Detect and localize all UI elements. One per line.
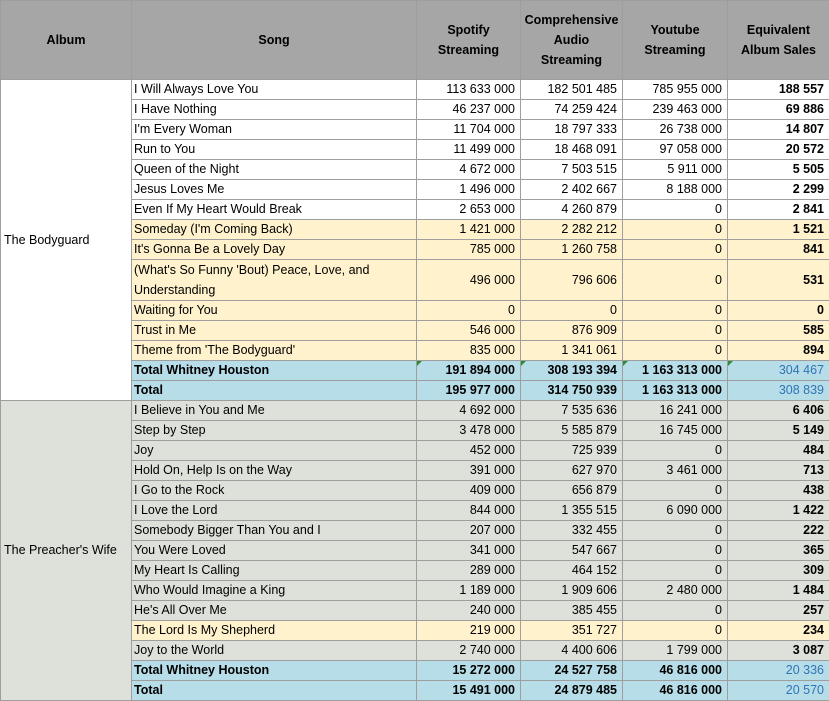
audio-streaming-cell: 18 797 333 bbox=[521, 120, 623, 140]
spotify-cell: 191 894 000 bbox=[417, 361, 521, 381]
youtube-cell: 26 738 000 bbox=[623, 120, 728, 140]
youtube-cell: 3 461 000 bbox=[623, 461, 728, 481]
song-cell: I Believe in You and Me bbox=[132, 401, 417, 421]
album-name-cell: The Preacher's Wife bbox=[1, 401, 132, 701]
spotify-cell: 289 000 bbox=[417, 561, 521, 581]
album-sales-cell: 14 807 bbox=[728, 120, 829, 140]
spotify-cell: 546 000 bbox=[417, 321, 521, 341]
youtube-cell: 16 241 000 bbox=[623, 401, 728, 421]
song-cell: Total Whitney Houston bbox=[132, 661, 417, 681]
spotify-cell: 785 000 bbox=[417, 240, 521, 260]
song-cell: The Lord Is My Shepherd bbox=[132, 621, 417, 641]
audio-streaming-cell: 656 879 bbox=[521, 481, 623, 501]
youtube-cell: 0 bbox=[623, 561, 728, 581]
spotify-cell: 46 237 000 bbox=[417, 100, 521, 120]
album-sales-cell: 69 886 bbox=[728, 100, 829, 120]
youtube-cell: 46 816 000 bbox=[623, 681, 728, 701]
audio-streaming-cell: 1 260 758 bbox=[521, 240, 623, 260]
spotify-cell: 3 478 000 bbox=[417, 421, 521, 441]
album-sales-cell: 841 bbox=[728, 240, 829, 260]
song-cell: I Go to the Rock bbox=[132, 481, 417, 501]
audio-streaming-cell: 4 260 879 bbox=[521, 200, 623, 220]
audio-streaming-cell: 1 355 515 bbox=[521, 501, 623, 521]
spotify-cell: 0 bbox=[417, 301, 521, 321]
header-song: Song bbox=[132, 1, 417, 80]
spotify-cell: 4 672 000 bbox=[417, 160, 521, 180]
album-sales-cell: 234 bbox=[728, 621, 829, 641]
youtube-cell: 0 bbox=[623, 341, 728, 361]
audio-streaming-cell: 1 909 606 bbox=[521, 581, 623, 601]
youtube-cell: 0 bbox=[623, 441, 728, 461]
youtube-cell: 0 bbox=[623, 481, 728, 501]
album-sales-cell: 1 484 bbox=[728, 581, 829, 601]
youtube-cell: 239 463 000 bbox=[623, 100, 728, 120]
song-cell: It's Gonna Be a Lovely Day bbox=[132, 240, 417, 260]
album-sales-cell: 0 bbox=[728, 301, 829, 321]
song-cell: Joy to the World bbox=[132, 641, 417, 661]
song-cell: Theme from 'The Bodyguard' bbox=[132, 341, 417, 361]
song-cell: Run to You bbox=[132, 140, 417, 160]
song-cell: Total bbox=[132, 681, 417, 701]
audio-streaming-cell: 627 970 bbox=[521, 461, 623, 481]
spotify-cell: 391 000 bbox=[417, 461, 521, 481]
youtube-cell: 0 bbox=[623, 301, 728, 321]
song-cell: I'm Every Woman bbox=[132, 120, 417, 140]
spotify-cell: 1 496 000 bbox=[417, 180, 521, 200]
album-sales-cell: 3 087 bbox=[728, 641, 829, 661]
spotify-cell: 2 653 000 bbox=[417, 200, 521, 220]
album-sales-cell: 304 467 bbox=[728, 361, 829, 381]
audio-streaming-cell: 7 503 515 bbox=[521, 160, 623, 180]
audio-streaming-cell: 4 400 606 bbox=[521, 641, 623, 661]
song-cell: Waiting for You bbox=[132, 301, 417, 321]
audio-streaming-cell: 314 750 939 bbox=[521, 381, 623, 401]
song-cell: Even If My Heart Would Break bbox=[132, 200, 417, 220]
youtube-cell: 1 163 313 000 bbox=[623, 381, 728, 401]
album-name-cell: The Bodyguard bbox=[1, 80, 132, 401]
youtube-cell: 1 799 000 bbox=[623, 641, 728, 661]
audio-streaming-cell: 18 468 091 bbox=[521, 140, 623, 160]
audio-streaming-cell: 1 341 061 bbox=[521, 341, 623, 361]
table-body bbox=[1, 80, 829, 701]
spotify-cell: 15 491 000 bbox=[417, 681, 521, 701]
album-sales-cell: 1 422 bbox=[728, 501, 829, 521]
youtube-cell: 0 bbox=[623, 601, 728, 621]
spotify-cell: 341 000 bbox=[417, 541, 521, 561]
song-cell: Total Whitney Houston bbox=[132, 361, 417, 381]
album-sales-cell: 5 149 bbox=[728, 421, 829, 441]
album-sales-cell: 894 bbox=[728, 341, 829, 361]
youtube-cell: 46 816 000 bbox=[623, 661, 728, 681]
spotify-cell: 496 000 bbox=[417, 260, 521, 301]
song-cell: Jesus Loves Me bbox=[132, 180, 417, 200]
song-cell: I Love the Lord bbox=[132, 501, 417, 521]
album-sales-cell: 257 bbox=[728, 601, 829, 621]
table-row bbox=[1, 80, 829, 100]
album-sales-cell: 20 570 bbox=[728, 681, 829, 701]
album-sales-cell: 1 521 bbox=[728, 220, 829, 240]
album-sales-cell: 531 bbox=[728, 260, 829, 301]
youtube-cell: 16 745 000 bbox=[623, 421, 728, 441]
audio-streaming-cell: 725 939 bbox=[521, 441, 623, 461]
audio-streaming-cell: 24 527 758 bbox=[521, 661, 623, 681]
youtube-cell: 0 bbox=[623, 541, 728, 561]
album-sales-cell: 6 406 bbox=[728, 401, 829, 421]
youtube-cell: 2 480 000 bbox=[623, 581, 728, 601]
spotify-cell: 409 000 bbox=[417, 481, 521, 501]
song-cell: You Were Loved bbox=[132, 541, 417, 561]
album-sales-cell: 188 557 bbox=[728, 80, 829, 100]
album-sales-cell: 20 336 bbox=[728, 661, 829, 681]
audio-streaming-cell: 7 535 636 bbox=[521, 401, 623, 421]
header-row bbox=[1, 1, 829, 80]
album-sales-cell: 484 bbox=[728, 441, 829, 461]
album-sales-cell: 438 bbox=[728, 481, 829, 501]
song-cell: My Heart Is Calling bbox=[132, 561, 417, 581]
youtube-cell: 1 163 313 000 bbox=[623, 361, 728, 381]
audio-streaming-cell: 308 193 394 bbox=[521, 361, 623, 381]
song-cell: Someday (I'm Coming Back) bbox=[132, 220, 417, 240]
spotify-cell: 219 000 bbox=[417, 621, 521, 641]
album-sales-cell: 20 572 bbox=[728, 140, 829, 160]
song-cell: Hold On, Help Is on the Way bbox=[132, 461, 417, 481]
spotify-cell: 15 272 000 bbox=[417, 661, 521, 681]
header-spotify-streaming: Spotify Streaming bbox=[417, 1, 521, 80]
song-cell: He's All Over Me bbox=[132, 601, 417, 621]
audio-streaming-cell: 547 667 bbox=[521, 541, 623, 561]
header-equivalent-album-sales: Equivalent Album Sales bbox=[728, 1, 829, 80]
album-sales-cell: 222 bbox=[728, 521, 829, 541]
album-sales-cell: 713 bbox=[728, 461, 829, 481]
spotify-cell: 844 000 bbox=[417, 501, 521, 521]
song-cell: Who Would Imagine a King bbox=[132, 581, 417, 601]
audio-streaming-cell: 2 402 667 bbox=[521, 180, 623, 200]
spotify-cell: 11 499 000 bbox=[417, 140, 521, 160]
youtube-cell: 97 058 000 bbox=[623, 140, 728, 160]
song-cell: (What's So Funny 'Bout) Peace, Love, and Understanding bbox=[132, 260, 417, 301]
youtube-cell: 6 090 000 bbox=[623, 501, 728, 521]
album-sales-cell: 2 841 bbox=[728, 200, 829, 220]
album-sales-cell: 585 bbox=[728, 321, 829, 341]
song-cell: I Have Nothing bbox=[132, 100, 417, 120]
spotify-cell: 195 977 000 bbox=[417, 381, 521, 401]
audio-streaming-cell: 24 879 485 bbox=[521, 681, 623, 701]
youtube-cell: 785 955 000 bbox=[623, 80, 728, 100]
audio-streaming-cell: 5 585 879 bbox=[521, 421, 623, 441]
spotify-cell: 4 692 000 bbox=[417, 401, 521, 421]
youtube-cell: 0 bbox=[623, 240, 728, 260]
header-album: Album bbox=[1, 1, 132, 80]
audio-streaming-cell: 74 259 424 bbox=[521, 100, 623, 120]
youtube-cell: 0 bbox=[623, 321, 728, 341]
song-cell: Total bbox=[132, 381, 417, 401]
audio-streaming-cell: 0 bbox=[521, 301, 623, 321]
table-row bbox=[1, 401, 829, 421]
spotify-cell: 1 421 000 bbox=[417, 220, 521, 240]
youtube-cell: 0 bbox=[623, 200, 728, 220]
spotify-cell: 11 704 000 bbox=[417, 120, 521, 140]
spotify-cell: 1 189 000 bbox=[417, 581, 521, 601]
song-cell: I Will Always Love You bbox=[132, 80, 417, 100]
song-cell: Queen of the Night bbox=[132, 160, 417, 180]
audio-streaming-cell: 2 282 212 bbox=[521, 220, 623, 240]
spotify-cell: 240 000 bbox=[417, 601, 521, 621]
song-cell: Somebody Bigger Than You and I bbox=[132, 521, 417, 541]
album-sales-cell: 308 839 bbox=[728, 381, 829, 401]
spotify-cell: 207 000 bbox=[417, 521, 521, 541]
header-youtube-streaming: Youtube Streaming bbox=[623, 1, 728, 80]
youtube-cell: 0 bbox=[623, 220, 728, 240]
spotify-cell: 113 633 000 bbox=[417, 80, 521, 100]
spotify-cell: 452 000 bbox=[417, 441, 521, 461]
album-sales-cell: 365 bbox=[728, 541, 829, 561]
header-comprehensive-audio-streaming: Comprehensive Audio Streaming bbox=[521, 1, 623, 80]
youtube-cell: 0 bbox=[623, 260, 728, 301]
youtube-cell: 0 bbox=[623, 621, 728, 641]
audio-streaming-cell: 182 501 485 bbox=[521, 80, 623, 100]
song-cell: Trust in Me bbox=[132, 321, 417, 341]
song-cell: Step by Step bbox=[132, 421, 417, 441]
album-sales-cell: 5 505 bbox=[728, 160, 829, 180]
song-cell: Joy bbox=[132, 441, 417, 461]
album-sales-cell: 2 299 bbox=[728, 180, 829, 200]
audio-streaming-cell: 464 152 bbox=[521, 561, 623, 581]
audio-streaming-cell: 796 606 bbox=[521, 260, 623, 301]
audio-streaming-cell: 385 455 bbox=[521, 601, 623, 621]
youtube-cell: 0 bbox=[623, 521, 728, 541]
audio-streaming-cell: 876 909 bbox=[521, 321, 623, 341]
audio-streaming-cell: 332 455 bbox=[521, 521, 623, 541]
spotify-cell: 835 000 bbox=[417, 341, 521, 361]
audio-streaming-cell: 351 727 bbox=[521, 621, 623, 641]
youtube-cell: 5 911 000 bbox=[623, 160, 728, 180]
youtube-cell: 8 188 000 bbox=[623, 180, 728, 200]
album-sales-cell: 309 bbox=[728, 561, 829, 581]
spotify-cell: 2 740 000 bbox=[417, 641, 521, 661]
